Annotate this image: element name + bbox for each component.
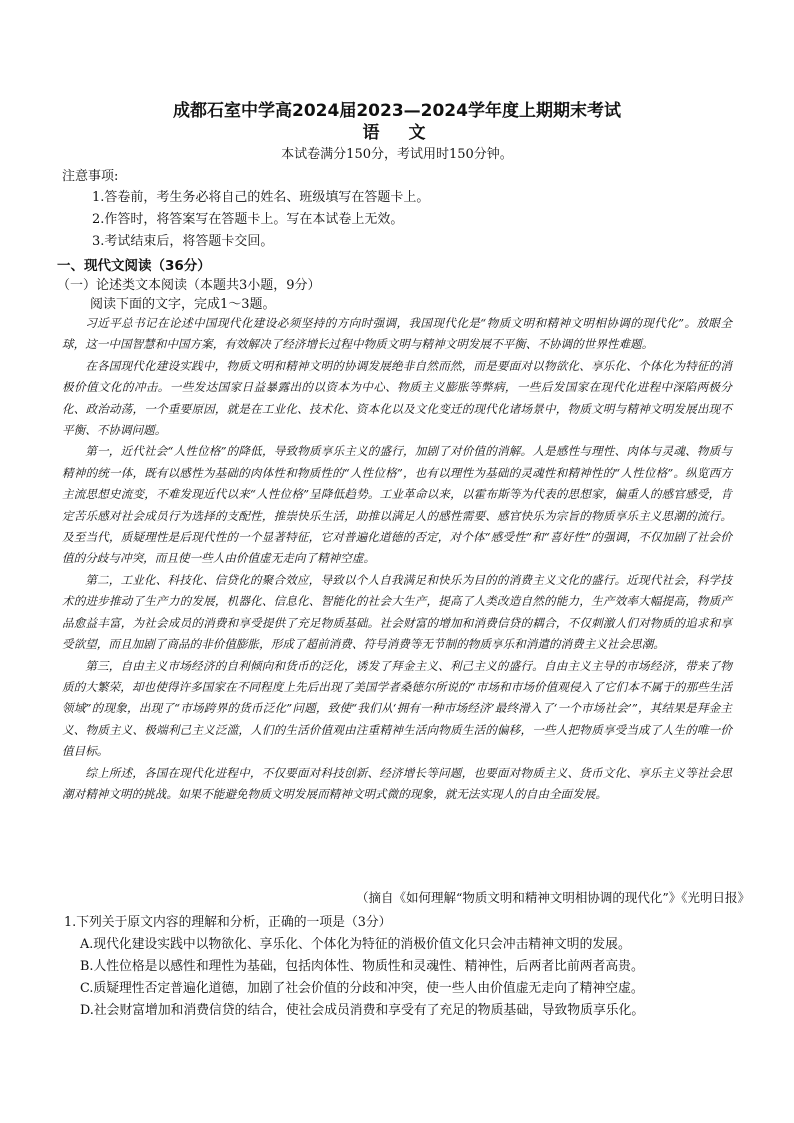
passage-paragraph: 第三，自由主义市场经济的自利倾向和货币的泛化，诱发了拜金主义、利己主义的盛行。自由主义主导的市场经济，带来了物质的大繁荣，却也使得许多国家在不同程度上先后出现了美国学者桑德尔所说的“市场和市场价值观侵入了它们本不属于的那些生活领域”的现象，出现了“市场跨界的货币泛化”问题，致使“我们从‘拥有一种市场经济’最终滑入了‘一个市场社会’”，其结果是拜金主义、物质主义、极端利己主义泛滥，人们的生活价值观由注重精神生活向物质生活的偏移，一些人把物质享受当成了人生的唯一价值目标。 (62, 658, 732, 759)
passage-paragraph: 第二，工业化、科技化、信贷化的聚合效应，导致以个人自我满足和快乐为目的的消费主义文化的盛行。近现代社会，科学技术的进步推动了生产力的发展，机器化、信息化、智能化的社会大生产，提高了人类改造自然的能力，生产效率大幅提高，物质产品愈益丰富，为社会成员的消费和享受提供了充足物质基础。社会财富的增加和消费信贷的耦合，不仅刺激人们对物质的追求和享受欲望，而且加剧了商品的非价值膨胀，形成了超前消费、符号消费等无节制的物质享乐和消遣的消费主义社会思潮。 (62, 572, 732, 652)
note-item: 1.答卷前，考生务必将自己的姓名、班级填写在答题卡上。 (92, 190, 430, 205)
note-item: 3.考试结束后，将答题卡交回。 (92, 234, 274, 249)
subject-title: 语 文 (362, 123, 432, 143)
passage-paragraph: 在各国现代化建设实践中，物质文明和精神文明的协调发展绝非自然而然，而是要面对以物欲化、享乐化、个体化为特征的消极价值文化的冲击。一些发达国家日益暴露出的以资本为中心、物质主义膨胀等弊病，一些后发国家在现代化进程中深陷两极分化、政治动荡，一个重要原因，就是在工业化、技术化、资本化以及文化变迁的现代化诸场景中，物质文明与精神文明发展出现不平衡、不协调问题。 (62, 358, 732, 438)
passage-paragraph: 第一，近代社会“人性位格”的降低，导致物质享乐主义的盛行，加剧了对价值的消解。人是感性与理性、肉体与灵魂、物质与精神的统一体，既有以感性为基础的肉体性和物质性的“人性位格”，也有以理性为基础的灵魂性和精神性的“人性位格”。纵览西方主流思想史流变，不难发现近代以来“人性位格”呈降低趋势。工业革命以来，以霍布斯等为代表的思想家，偏重人的感官感受，肯定苦乐感对社会成员行为选择的支配性，推崇快乐生活，助推以满足人的感性需要、感官快乐为宗旨的物质享乐主义思潮的流行。及至当代，质疑理性是后现代性的一个显著特征，它对普遍化道德的否定，对个体“感受性”和“喜好性”的强调，不仅加剧了社会价值的分歧与冲突，而且使一些人由价值虚无走向了精神空虚。 (62, 444, 732, 566)
section-subheading: （一）论述类文本阅读（本题共3小题，9分） (57, 278, 321, 293)
question-option-c: C.质疑理性否定普遍化道德，加剧了社会价值的分歧和冲突，使一些人由价值虚无走向了精神空虚。 (80, 981, 644, 996)
note-item: 2.作答时，将答案写在答题卡上。写在本试卷上无效。 (92, 212, 404, 227)
passage-paragraph: 习近平总书记在论述中国现代化建设必须坚持的方向时强调，我国现代化是“物质文明和精神文明相协调的现代化”。放眼全球，这一中国智慧和中国方案，有效解决了经济增长过程中物质文明与精神文明发展不平衡、不协调的世界性难题。 (62, 316, 732, 352)
reading-passage (62, 313, 732, 805)
question-option-b: B.人性位格是以感性和理性为基础，包括肉体性、物质性和灵魂性、精神性，后两者比前两者高贵。 (80, 959, 644, 974)
reading-instruction: 阅读下面的文字，完成1～3题。 (90, 297, 276, 312)
question-option-d: D.社会财富增加和消费信贷的结合，使社会成员消费和享受有了充足的物质基础，导致物质享乐化。 (80, 1003, 645, 1018)
question-option-a: A.现代化建设实践中以物欲化、享乐化、个体化为特征的消极价值文化只会冲击精神文明的发展。 (80, 937, 631, 952)
exam-subtitle: 本试卷满分150分，考试用时150分钟。 (281, 147, 513, 162)
passage-paragraph: 综上所述，各国在现代化进程中，不仅要面对科技创新、经济增长等问题，也要面对物质主义、货币文化、享乐主义等社会思潮对精神文明的挑战。如果不能避免物质文明发展而精神文明式微的现象，就无法实现人的自由全面发展。 (62, 765, 732, 801)
exam-title: 成都石室中学高2024届2023—2024学年度上期期末考试 (173, 101, 621, 121)
question-stem: 1.下列关于原文内容的理解和分析，正确的一项是（3分） (64, 915, 392, 930)
section-heading: 一、现代文阅读（36分） (57, 258, 211, 274)
notes-title: 注意事项: (62, 169, 119, 184)
passage-source: （摘自《如何理解“物质文明和精神文明相协调的现代化”》《光明日报》 (355, 890, 750, 905)
